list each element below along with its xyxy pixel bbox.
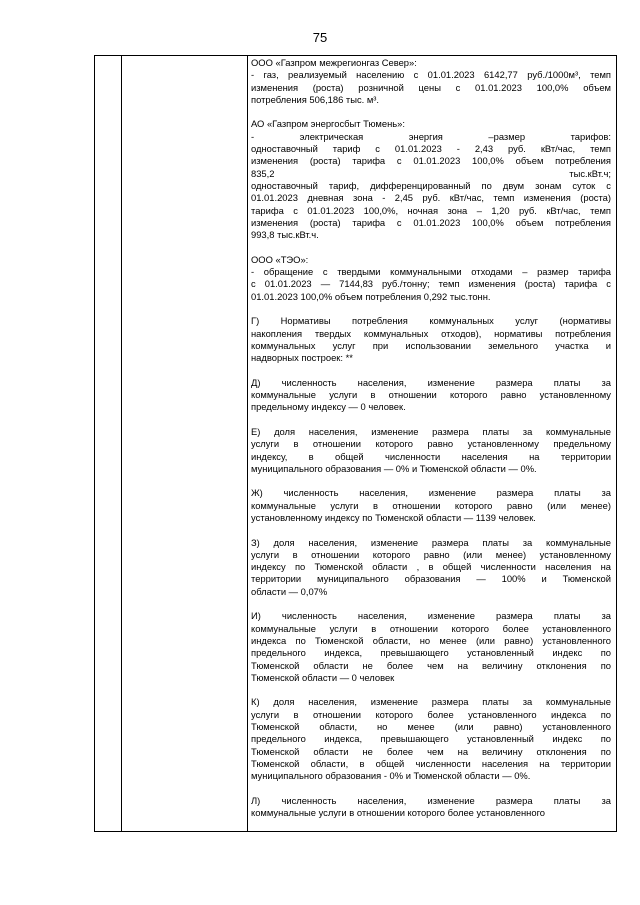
paragraph (251, 377, 611, 414)
text-line: изменения (роста) тарифа с 01.01.2023 100,0% объем потребления (251, 216, 611, 228)
text-line: области — 0,07% (251, 585, 328, 597)
text-line: 01.01.2023 100,0% объем потребления 0,292 тыс.тонн. (251, 290, 491, 302)
text-line: 01.01.2023 дневная зона - 2,45 руб. кВт/час, темп изменения (роста) (251, 192, 611, 204)
text-line: АО «Газпром энергосбыт Тюмень»: (251, 118, 405, 130)
document-table (94, 55, 617, 832)
text-line: - газ, реализуемый населению с 01.01.2023 6142,77 руб./1000м³, темп (251, 69, 611, 81)
text-line: И) численность населения, изменение размера платы за (251, 610, 611, 622)
text-line: одноставочный тариф с 01.01.2023 - 2,43 руб. кВт/час, темп (251, 143, 611, 155)
paragraph (251, 795, 611, 820)
text-line: Л) численность населения, изменение размера платы за (251, 794, 611, 806)
text-line: услуги в отношении которого равно установленному предельному (251, 438, 611, 450)
text-line: - обращение с твердыми коммунальными отходами – размер тарифа (251, 266, 611, 278)
text-line: индекса по Тюменской области, но менее (или равно) установленного (251, 634, 611, 646)
table-cell-text (251, 57, 611, 832)
text-line: изменения (роста) розничной цены с 01.01.2023 100,0% объем (251, 81, 611, 93)
text-line: предельного индекса, превышающего установленный индекс по (251, 647, 611, 659)
text-line: Е) доля населения, изменение размера платы за коммунальные (251, 425, 611, 437)
text-line: 993,8 тыс.кВт.ч. (251, 229, 319, 241)
text-line: индексу по Тюменской области , в общей численности населения на (251, 561, 611, 573)
text-line: территории муниципального образования — 100% и Тюменской (251, 573, 611, 585)
table-column-divider-2 (247, 56, 248, 831)
paragraph (251, 57, 611, 106)
paragraph (251, 696, 611, 782)
table-column-divider-1 (121, 56, 122, 831)
text-line: ООО «Газпром межрегионгаз Север»: (251, 57, 417, 68)
text-line: одноставочный тариф, дифференцированный по двум зонам суток с (251, 179, 611, 191)
text-line: Тюменской области, в общей численности населения на территории (251, 757, 611, 769)
text-line: предельному индексу — 0 человек. (251, 401, 406, 413)
text-line: К) доля населения, изменение размера платы за коммунальные (251, 696, 611, 708)
text-line: надворных построек: ** (251, 352, 353, 364)
text-line: коммунальные услуги в отношении которого равно (или менее) (251, 499, 611, 511)
text-line: индексу, в общей численности населения на территории (251, 450, 611, 462)
text-line: коммунальных услуг при использовании земельного участка и (251, 339, 611, 351)
text-line: предельного индекса, превышающего установленный индекс по (251, 733, 611, 745)
text-line: Ж) численность населения, изменение размера платы за (251, 487, 611, 499)
paragraph (251, 537, 611, 598)
text-line: изменения (роста) тарифа с 01.01.2023 100,0% объем потребления (251, 155, 611, 167)
text-line: Тюменской области не более чем на величину отклонения по (251, 745, 611, 757)
text-line: - электрическая энергия –размер тарифов: (251, 130, 611, 142)
text-line: услуги в отношении которого равно (или менее) установленному (251, 548, 611, 560)
text-line: Д) численность населения, изменение размера платы за (251, 376, 611, 388)
text-line: накопления твердых коммунальных отходов), нормативы потребления (251, 327, 611, 339)
text-line: Тюменской области не более чем на величину отклонения по (251, 659, 611, 671)
table-border-right (616, 56, 617, 831)
paragraph (251, 254, 611, 303)
text-line: с 01.01.2023 — 7144,83 руб./тонну; темп изменения (роста) тарифа с (251, 278, 611, 290)
text-line: коммунальные услуги в отношении которого равно установленному (251, 389, 611, 401)
text-line: З) доля населения, изменение размера платы за коммунальные (251, 536, 611, 548)
text-line: услуги в отношении которого более установленного индекса по (251, 708, 611, 720)
page-number: 75 (312, 30, 328, 45)
text-line: Тюменской области, но менее (или равно) установленного (251, 721, 611, 733)
paragraph (251, 487, 611, 524)
paragraph (251, 426, 611, 475)
text-line: коммунальные услуги в отношении которого более установленного (251, 622, 611, 634)
text-line: тарифа с 01.01.2023 100,0%, ночная зона – 1,20 руб. кВт/час, темп (251, 204, 611, 216)
text-line: установленному индексу по Тюменской области — 1139 человек. (251, 511, 536, 523)
text-line: Г) Нормативы потребления коммунальных услуг (нормативы (251, 315, 611, 327)
text-line: муниципального образования — 0% и Тюменской области — 0%. (251, 462, 537, 474)
text-line: Тюменской области — 0 человек (251, 671, 395, 683)
text-line: потребления 506,186 тыс. м³. (251, 93, 380, 105)
paragraph (251, 118, 611, 241)
text-line: муниципального образования - 0% и Тюменской области — 0%. (251, 770, 531, 782)
paragraph (251, 315, 611, 364)
paragraph (251, 610, 611, 684)
text-line: ООО «ТЭО»: (251, 253, 309, 265)
text-line: коммунальные услуги в отношении которого более установленного (251, 807, 546, 819)
table-border-left (94, 56, 95, 831)
text-line: 835,2 тыс.кВт.ч; (251, 167, 611, 179)
